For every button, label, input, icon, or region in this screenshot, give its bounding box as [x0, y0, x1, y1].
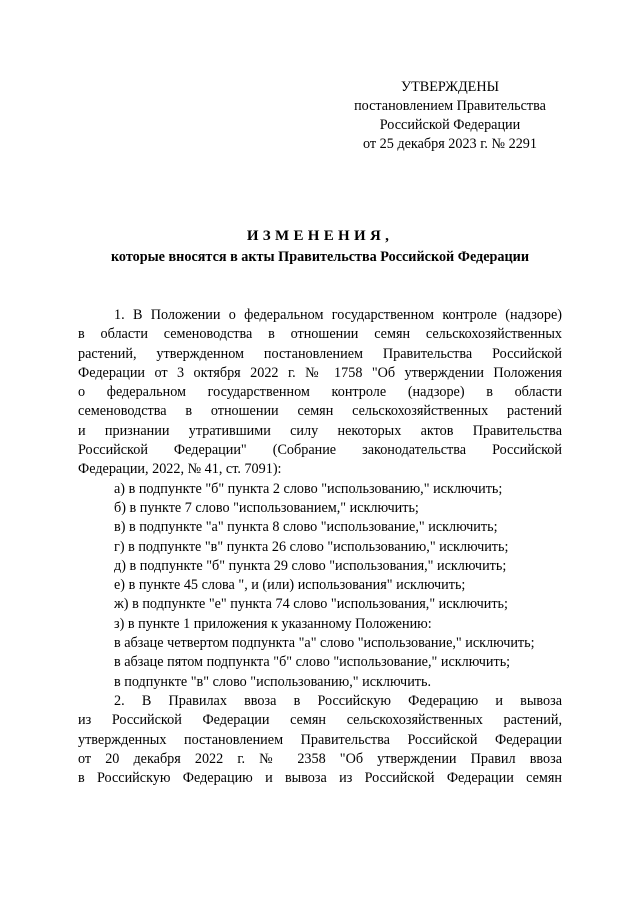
paragraph-1-line: Федерации, 2022, № 41, ст. 7091): [78, 461, 282, 478]
paragraph-1-line: растений, утвержденном постановлением Правительства Российской [78, 345, 562, 362]
list-item: а) в подпункте "б" пункта 2 слово "использованию," исключить; [114, 480, 503, 497]
paragraph-2-line: из Российской Федерации семян сельскохозяйственных растений, [78, 712, 562, 729]
paragraph-1-line: и признании утратившими силу некоторых актов Правительства [78, 422, 562, 439]
list-item: е) в пункте 45 слова ", и (или) использования" исключить; [114, 577, 466, 594]
approval-line: Российской Федерации [379, 117, 521, 133]
list-item: д) в подпункте "б" пункта 29 слово "использования," исключить; [114, 557, 507, 574]
paragraph-2-line: утвержденных постановлением Правительства Российской Федерации [78, 731, 562, 748]
document-title: ИЗМЕНЕНИЯ, [246, 228, 394, 244]
paragraph-1-line: о федеральном государственном контроле (надзоре) в области [78, 384, 562, 401]
approval-heading: УТВЕРЖДЕНЫ [401, 79, 499, 95]
list-item: в абзаце пятом подпункта "б" слово "использование," исключить; [114, 654, 511, 671]
approval-block [330, 78, 570, 154]
paragraph-2-line: 2. В Правилах ввоза в Российскую Федерацию и вывоза [114, 692, 562, 709]
list-item: в) в подпункте "а" пункта 8 слово "использование," исключить; [114, 519, 498, 536]
list-item: б) в пункте 7 слово "использованием," исключить; [114, 499, 419, 516]
list-item: г) в подпункте "в" пункта 26 слово "использованию," исключить; [114, 538, 509, 555]
paragraph-1-line: 1. В Положении о федеральном государственном контроле (надзоре) [114, 307, 562, 323]
paragraph-1-line: Федерации от 3 октября 2022 г. № 1758 "Об утверждении Положения [78, 364, 562, 381]
list-item: ж) в подпункте "е" пункта 74 слово "использования," исключить; [114, 596, 508, 613]
list-item: з) в пункте 1 приложения к указанному Положению: [114, 615, 432, 632]
paragraph-2-line: в Российскую Федерацию и вывоза из Российской Федерации семян [78, 770, 562, 787]
paragraph-1-line: Российской Федерации" (Собрание законодательства Российской [78, 442, 562, 459]
list-item: в абзаце четвертом подпункта "а" слово "использование," исключить; [114, 635, 535, 652]
list-item: в подпункте "в" слово "использованию," исключить. [114, 673, 432, 690]
document-subtitle: которые вносятся в акты Правительства Российской Федерации [110, 249, 530, 265]
approval-line: постановлением Правительства [354, 98, 546, 114]
approval-date-number: от 25 декабря 2023 г. № 2291 [363, 136, 537, 152]
paragraph-1-line: в области семеноводства в отношении семян сельскохозяйственных [78, 326, 562, 343]
paragraph-2-line: от 20 декабря 2022 г. № 2358 "Об утверждении Правил ввоза [78, 750, 562, 767]
document-body [78, 306, 562, 788]
paragraph-1-line: семеноводства в отношении семян сельскохозяйственных растений [78, 403, 562, 420]
